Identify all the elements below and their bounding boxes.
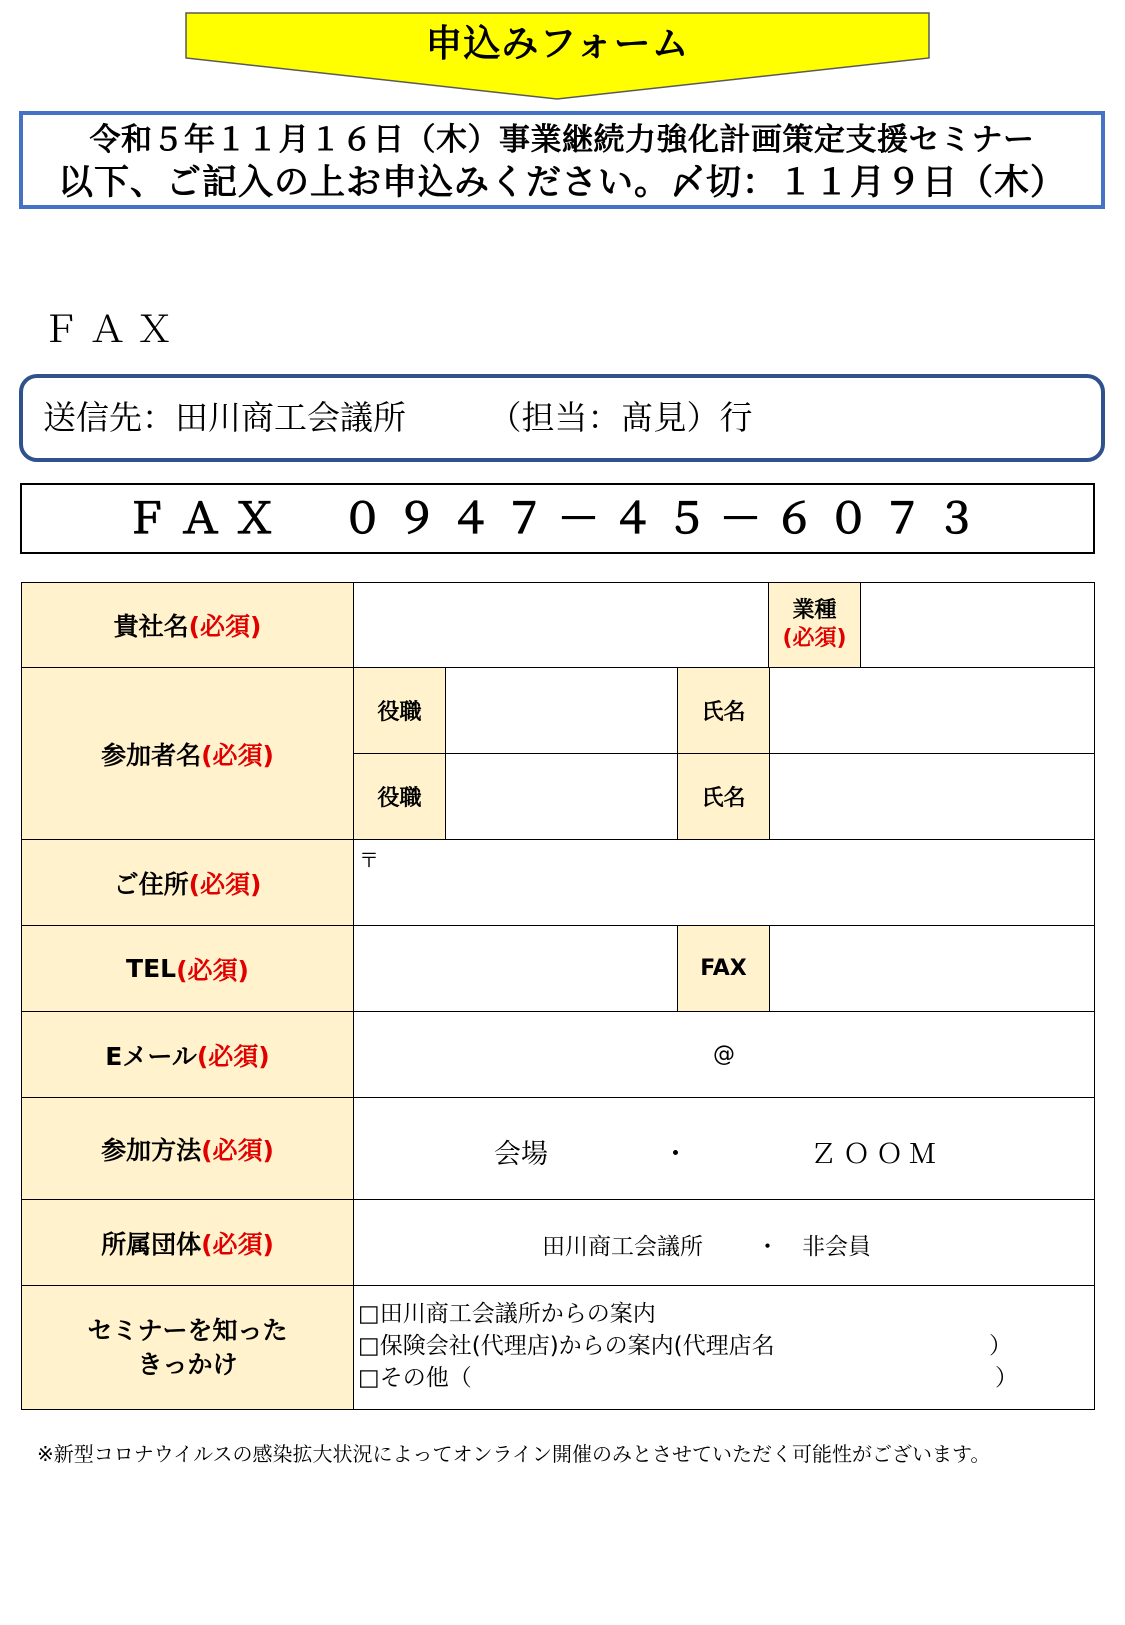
required-mark: (必須) (201, 740, 274, 770)
address-label (21, 839, 354, 926)
option-other-close: ） (995, 1365, 1018, 1391)
fax-field[interactable] (769, 925, 1095, 1012)
email-label (21, 1011, 354, 1098)
affiliation-option-nonmember[interactable]: 非会員 (802, 1234, 871, 1260)
affiliation-separator: ・ (756, 1234, 779, 1260)
how-did-you-hear-line2: きっかけ (137, 1349, 238, 1379)
tel-label-text: TEL (126, 954, 177, 983)
fax-label: FAX (677, 925, 770, 1012)
option-chamber[interactable]: □田川商工会議所からの案内 (358, 1301, 656, 1327)
required-mark: (必須) (201, 1135, 274, 1165)
participant-name-label (21, 667, 354, 840)
company-name-label (21, 582, 354, 668)
application-form-table (21, 582, 1095, 1423)
participation-method-label-text: 参加方法 (101, 1135, 202, 1165)
email-label-text: Eメール (105, 1041, 197, 1071)
name-label-1: 氏名 (677, 667, 770, 754)
affiliation-field (353, 1199, 1095, 1286)
recipient-text: 送信先：田川商工会議所 （担当：髙見）行 (43, 398, 753, 437)
option-insurance[interactable]: □保険会社(代理店)からの案内(代理店名 (358, 1333, 775, 1359)
name-field-1[interactable] (769, 667, 1095, 754)
required-mark: (必須) (188, 612, 262, 641)
position-label-2: 役職 (353, 753, 446, 840)
affiliation-label (21, 1199, 354, 1286)
company-name-label-text: 貴社名 (113, 612, 189, 641)
industry-label (768, 582, 861, 668)
form-title: 申込みフォーム (425, 22, 690, 65)
how-did-you-hear-line1: セミナーを知った (87, 1315, 288, 1345)
tel-field[interactable] (353, 925, 678, 1012)
address-label-text: ご住所 (113, 869, 189, 899)
affiliation-option-member[interactable]: 田川商工会議所 (542, 1234, 703, 1260)
participation-method-field (353, 1097, 1095, 1200)
required-mark: (必須) (176, 955, 249, 985)
at-mark: @ (713, 1042, 735, 1067)
name-field-2[interactable] (769, 753, 1095, 840)
option-other[interactable]: □その他（ (358, 1365, 472, 1391)
position-field-1[interactable] (445, 667, 678, 754)
how-did-you-hear-label (21, 1285, 354, 1410)
option-insurance-close: ） (989, 1333, 1012, 1359)
deadline-text: 以下、ご記入の上お申込みください。〆切：１１月９日（木） (57, 163, 1066, 203)
postal-mark: 〒 (359, 848, 379, 872)
position-field-2[interactable] (445, 753, 678, 840)
company-name-field[interactable] (353, 582, 769, 668)
method-option-zoom[interactable]: ＺＯＯＭ (810, 1139, 942, 1170)
industry-field[interactable] (860, 582, 1095, 668)
method-separator: ・ (662, 1139, 689, 1170)
participant-name-label-text: 参加者名 (101, 740, 202, 770)
required-mark: (必須) (201, 1229, 274, 1259)
tel-label (21, 925, 354, 1012)
seminar-info-box (19, 111, 1105, 209)
position-label-1: 役職 (353, 667, 446, 754)
name-label-2: 氏名 (677, 753, 770, 840)
how-did-you-hear-options (353, 1285, 1095, 1410)
recipient-box (19, 374, 1105, 462)
required-mark: (必須) (782, 626, 847, 651)
fax-number-box (20, 483, 1095, 554)
industry-label-text: 業種 (792, 598, 837, 623)
method-option-venue[interactable]: 会場 (494, 1139, 548, 1170)
participation-method-label (21, 1097, 354, 1200)
fax-number: ＦＡＸ ０９４７－４５－６０７３ (125, 494, 990, 543)
email-field[interactable] (353, 1011, 1095, 1098)
affiliation-label-text: 所属団体 (101, 1229, 202, 1259)
required-mark: (必須) (188, 869, 262, 899)
covid-footnote: ※新型コロナウイルスの感染拡大状況によってオンライン開催のみとさせていただく可能性がございます。 (37, 1442, 991, 1466)
address-field[interactable] (353, 839, 1095, 926)
seminar-title: 令和５年１１月１６日（木）事業継続力強化計画策定支援セミナー (89, 122, 1035, 158)
required-mark: (必須) (196, 1041, 270, 1071)
fax-heading: ＦＡＸ (42, 308, 183, 351)
